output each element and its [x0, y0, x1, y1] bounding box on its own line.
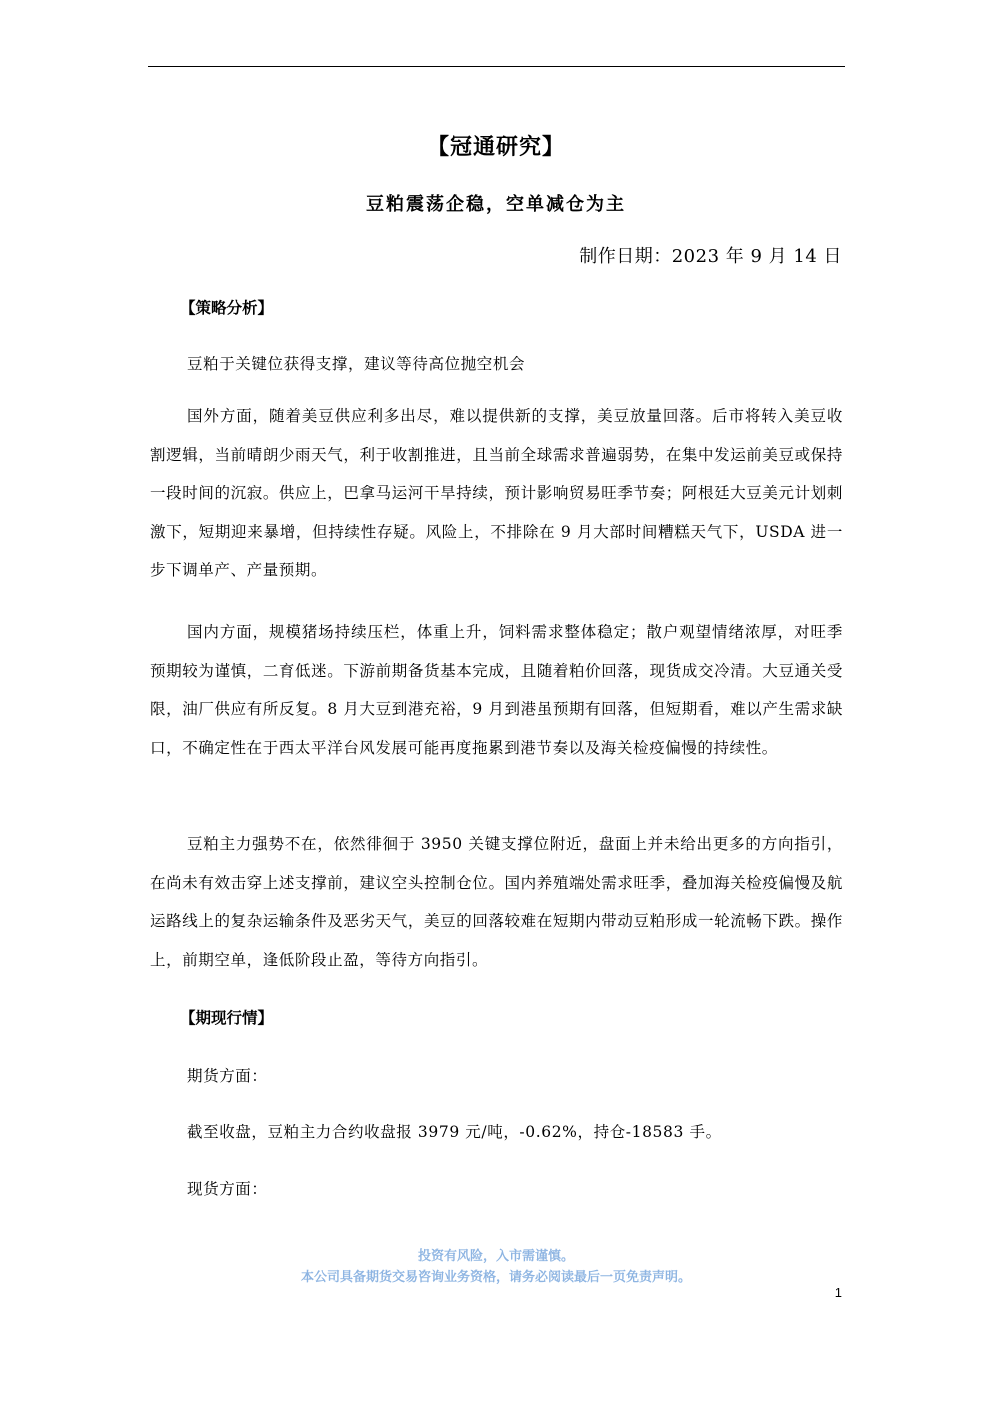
paragraph-outlook: 豆粕主力强势不在，依然徘徊于 3950 关键支撑位附近，盘面上并未给出更多的方向指引，在尚未有效击穿上述支撑前，建议空头控制仓位。国内养殖端处需求旺季，叠加海关检疫偏慢及航运路线上的复杂运输条件及恶劣天气，美豆的回落较难在短期内带动豆粕形成一轮流畅下跌。操作上，前期空单，逢低阶段止盈，等待方向指引。 — [150, 835, 843, 969]
page-number: 1 — [834, 1285, 842, 1300]
section-heading-market: 【期现行情】 — [180, 1009, 274, 1027]
strategy-summary: 豆粕于关键位获得支撑，建议等待高位抛空机会 — [187, 355, 526, 373]
header-rule — [148, 66, 845, 67]
futures-quote: 截至收盘，豆粕主力合约收盘报 3979 元/吨，-0.62%，持仓-18583 手。 — [187, 1123, 722, 1141]
futures-label: 期货方面： — [187, 1067, 268, 1085]
section-heading-strategy: 【策略分析】 — [180, 299, 274, 317]
paragraph-domestic: 国内方面，规模猪场持续压栏，体重上升，饲料需求整体稳定；散户观望情绪浓厚，对旺季预期较为谨慎，二育低迷。下游前期备货基本完成，且随着粕价回落，现货成交冷清。大豆通关受限，油厂供应有所反复。8 月大豆到港充裕，9 月到港虽预期有回落，但短期看，难以产生需求缺口，不确定性在于西太平洋台风发展可能再度拖累到港节奏以及海关检疫偏慢的持续性。 — [150, 623, 843, 757]
paragraph-overseas: 国外方面，随着美豆供应利多出尽，难以提供新的支撑，美豆放量回落。后市将转入美豆收割逻辑，当前晴朗少雨天气，利于收割推进，且当前全球需求普遍弱势，在集中发运前美豆或保持一段时间的沉寂。供应上，巴拿马运河干旱持续，预计影响贸易旺季节奏；阿根廷大豆美元计划刺激下，短期迎来暴增，但持续性存疑。风险上，不排除在 9 月大部时间糟糕天气下，USDA 进一步下调单产、产量预期。 — [150, 407, 843, 579]
spot-label: 现货方面： — [187, 1180, 268, 1198]
report-date: 制作日期：2023 年 9 月 14 日 — [579, 246, 842, 267]
report-brand-title: 【冠通研究】 — [426, 134, 565, 160]
report-title: 豆粕震荡企稳，空单减仓为主 — [366, 194, 626, 215]
footer-risk-warning: 投资有风险，入市需谨慎。 — [417, 1249, 574, 1264]
footer-disclaimer: 本公司具备期货交易咨询业务资格，请务必阅读最后一页免责声明。 — [300, 1270, 691, 1285]
